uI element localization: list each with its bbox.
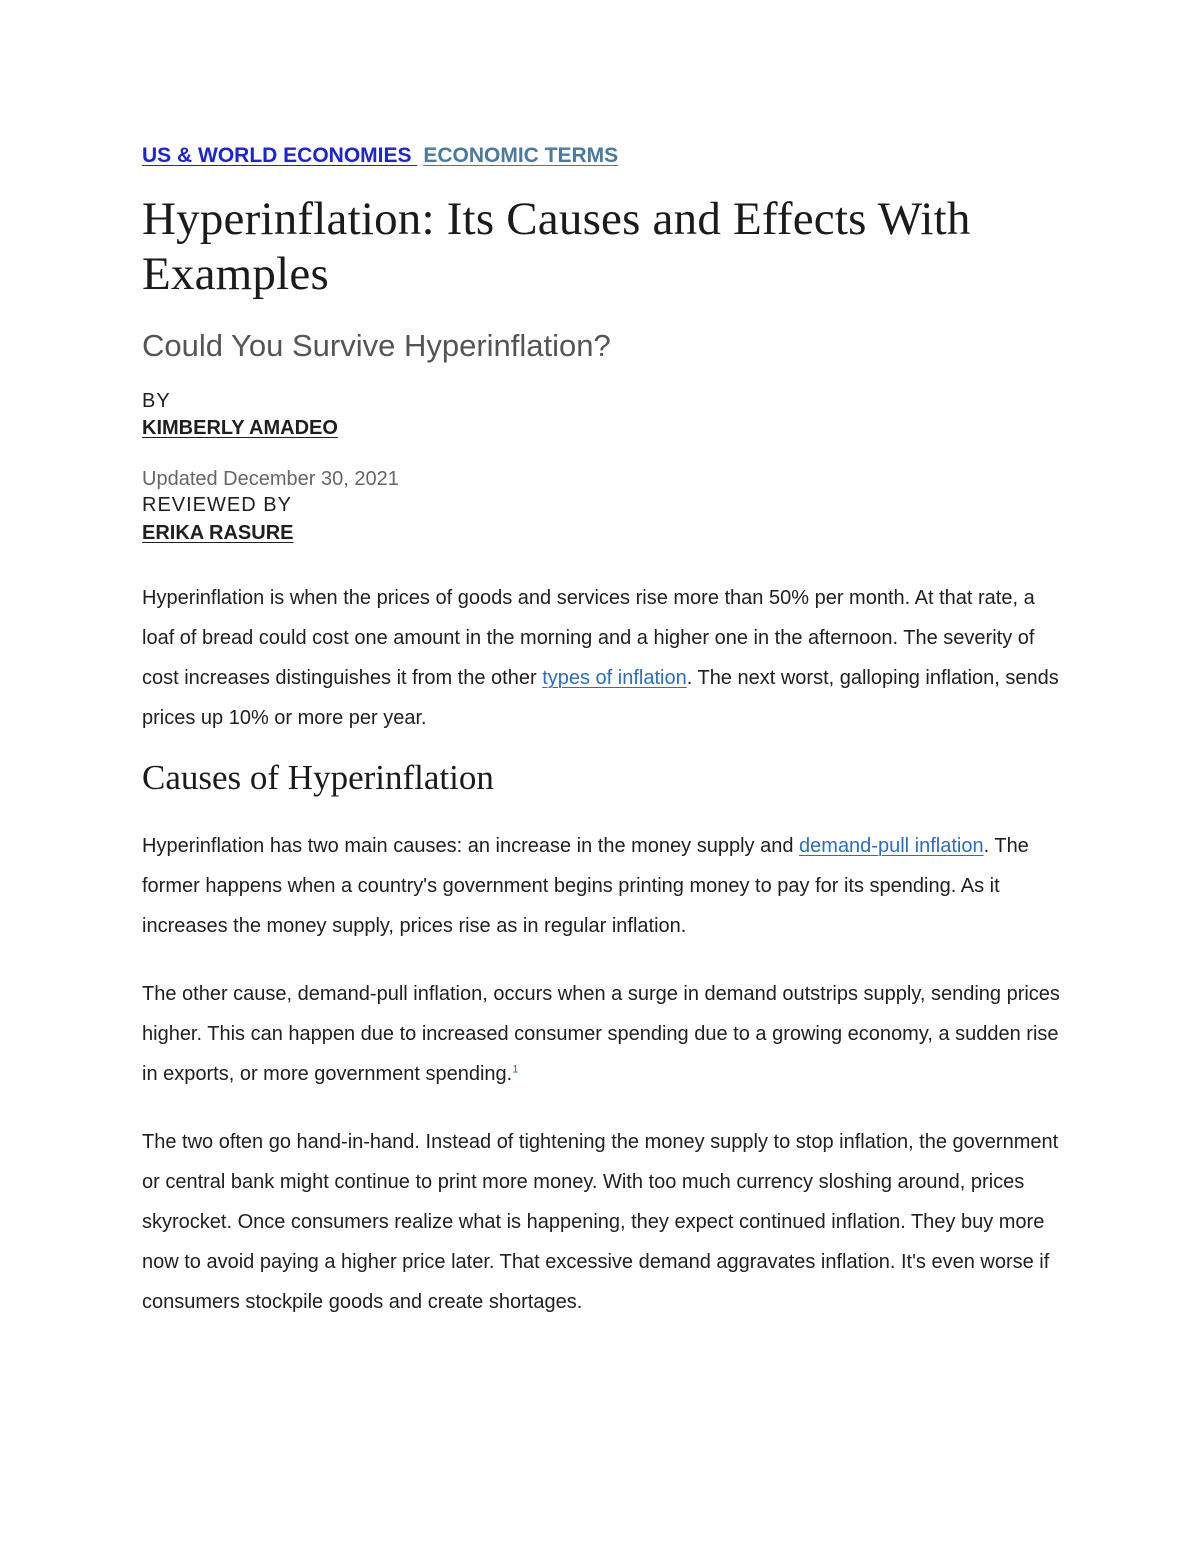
breadcrumb-link-economic-terms[interactable]: ECONOMIC TERMS bbox=[423, 144, 619, 167]
causes-p1-text-start: Hyperinflation has two main causes: an increase in the money supply and bbox=[142, 835, 800, 857]
byline-label: BY bbox=[142, 390, 171, 412]
intro-text-start: Hyperinflation is when the prices of goods and services rise more than 50% per month. At that rate, a loaf of bread could cost one amount in the morning and a higher one in the afternoon. The severity of cost increases distinguishes it from the other bbox=[142, 587, 1035, 689]
author-link[interactable]: KIMBERLY AMADEO bbox=[142, 417, 338, 439]
updated-date: Updated December 30, 2021 bbox=[142, 468, 399, 490]
causes-p2-text: The other cause, demand-pull inflation, occurs when a surge in demand outstrips supply, sending prices higher. This can happen due to increased consumer spending due to a growing economy, a sudden rise in exports, or more government spending. bbox=[142, 983, 1060, 1085]
causes-paragraph-2 bbox=[142, 974, 1072, 1094]
types-of-inflation-link[interactable]: types of inflation bbox=[542, 667, 687, 689]
breadcrumb-link-us-world-economies[interactable]: US & WORLD ECONOMIES bbox=[142, 144, 418, 167]
causes-paragraph-1 bbox=[142, 826, 1072, 946]
footnote-1-link[interactable]: 1 bbox=[512, 1063, 519, 1076]
intro-text-end: . The next worst, galloping inflation, sends prices up 10% or more per year. bbox=[142, 667, 1059, 729]
reviewer-link[interactable]: ERIKA RASURE bbox=[142, 522, 294, 544]
section-heading-causes: Causes of Hyperinflation bbox=[142, 758, 494, 797]
breadcrumb bbox=[142, 138, 1072, 174]
demand-pull-inflation-link[interactable]: demand-pull inflation bbox=[799, 835, 984, 857]
reviewed-by-label: REVIEWED BY bbox=[142, 494, 292, 516]
intro-paragraph bbox=[142, 578, 1072, 738]
causes-paragraph-3: The two often go hand-in-hand. Instead of tightening the money supply to stop inflation, the government or central bank might continue to print more money. With too much currency sloshing around, prices skyrocket. Once consumers realize what is happening, they expect continued inflation. They buy more now to avoid paying a higher price later. That excessive demand aggravates inflation. It's even worse if consumers stockpile goods and create shortages. bbox=[142, 1131, 1059, 1313]
page-title: Hyperinflation: Its Causes and Effects With Examples bbox=[142, 193, 971, 300]
article-page bbox=[142, 138, 1072, 1322]
causes-p1-text-end: . The former happens when a country's government begins printing money to pay for its spending. As it increases the money supply, prices rise as in regular inflation. bbox=[142, 835, 1029, 937]
article-subtitle: Could You Survive Hyperinflation? bbox=[142, 328, 611, 363]
